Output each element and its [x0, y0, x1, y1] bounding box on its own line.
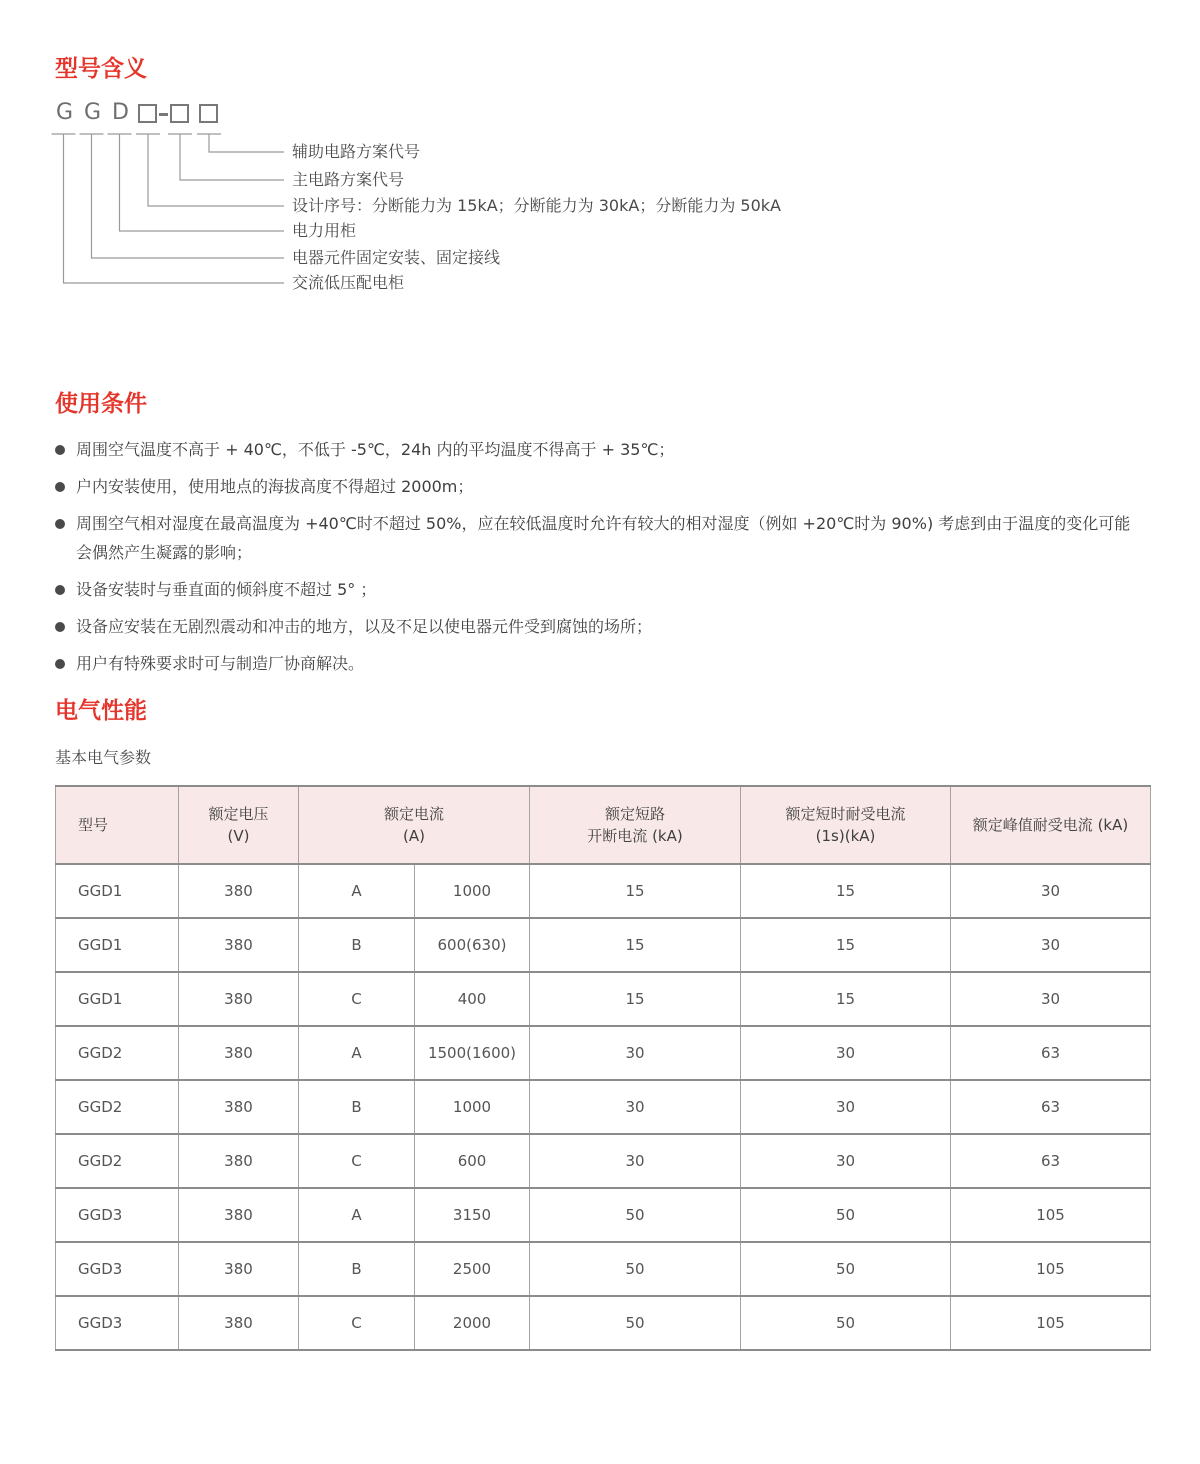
cell-rated-current: 2000: [415, 1296, 530, 1350]
cell-short-time-withstand: 50: [741, 1242, 951, 1296]
cell-rated-current: 1000: [415, 864, 530, 918]
cell-current-class: A: [299, 1188, 415, 1242]
cell-peak-withstand: 30: [951, 972, 1151, 1026]
cell-current-class: A: [299, 1026, 415, 1080]
cell-rated-voltage: 380: [179, 918, 299, 972]
cell-breaking-current: 30: [530, 1026, 741, 1080]
diagram-label-main-circuit: 主电路方案代号: [292, 170, 405, 189]
table-row: [56, 918, 1151, 972]
table-row: [56, 1296, 1151, 1350]
header-peak-withstand-current: 额定峰值耐受电流 (kA): [951, 786, 1151, 864]
cell-model: GGD2: [56, 1026, 179, 1080]
usage-conditions-list: [55, 435, 1145, 678]
table-row: [56, 972, 1151, 1026]
bullet-dot-icon: [55, 519, 65, 529]
diagram-label-fixed-mounting: 电器元件固定安装、固定接线: [292, 248, 501, 267]
table-row: [56, 1026, 1151, 1080]
cell-rated-voltage: 380: [179, 1080, 299, 1134]
table-row: [56, 1134, 1151, 1188]
cell-breaking-current: 30: [530, 1080, 741, 1134]
table-row: [56, 864, 1151, 918]
cell-current-class: A: [299, 864, 415, 918]
table-row: [56, 1080, 1151, 1134]
cell-current-class: B: [299, 1242, 415, 1296]
cell-model: GGD2: [56, 1134, 179, 1188]
cell-breaking-current: 15: [530, 918, 741, 972]
cell-rated-voltage: 380: [179, 972, 299, 1026]
diagram-label-power-cabinet: 电力用柜: [292, 221, 357, 240]
cell-breaking-current: 30: [530, 1134, 741, 1188]
header-model: 型号: [56, 786, 179, 864]
cell-rated-voltage: 380: [179, 864, 299, 918]
cell-model: GGD1: [56, 972, 179, 1026]
cell-short-time-withstand: 15: [741, 864, 951, 918]
table-header-row: [56, 786, 1151, 864]
condition-item: [55, 575, 1145, 604]
cell-peak-withstand: 63: [951, 1134, 1151, 1188]
cell-current-class: C: [299, 972, 415, 1026]
cell-model: GGD1: [56, 918, 179, 972]
cell-current-class: C: [299, 1296, 415, 1350]
condition-item: [55, 509, 1145, 567]
bullet-dot-icon: [55, 482, 65, 492]
cell-breaking-current: 50: [530, 1296, 741, 1350]
cell-peak-withstand: 63: [951, 1080, 1151, 1134]
cell-model: GGD2: [56, 1080, 179, 1134]
table-header: [56, 786, 1151, 864]
condition-text: 设备安装时与垂直面的倾斜度不超过 5° ；: [76, 580, 377, 599]
electrical-parameters-table: [55, 785, 1151, 1351]
section-title-model-meaning: 型号含义: [55, 56, 147, 82]
diagram-label-ac-lv-cabinet: 交流低压配电柜: [292, 273, 405, 292]
model-code-box-2: [170, 104, 189, 123]
cell-model: GGD1: [56, 864, 179, 918]
cell-rated-voltage: 380: [179, 1134, 299, 1188]
diagram-label-aux-circuit: 辅助电路方案代号: [292, 142, 421, 161]
cell-rated-voltage: 380: [179, 1242, 299, 1296]
cell-model: GGD3: [56, 1188, 179, 1242]
cell-rated-current: 600(630): [415, 918, 530, 972]
model-code-box-1: [138, 104, 157, 123]
cell-breaking-current: 15: [530, 972, 741, 1026]
header-rated-voltage: 额定电压 (V): [179, 786, 299, 864]
table-row: [56, 1242, 1151, 1296]
cell-short-time-withstand: 50: [741, 1296, 951, 1350]
cell-short-time-withstand: 15: [741, 918, 951, 972]
cell-breaking-current: 50: [530, 1242, 741, 1296]
cell-rated-current: 2500: [415, 1242, 530, 1296]
condition-text: 周围空气相对湿度在最高温度为 +40℃时不超过 50%，应在较低温度时允许有较大的相对湿度（例如 +20℃时为 90%) 考虑到由于温度的变化可能会偶然产生凝露的影响；: [76, 514, 1131, 562]
model-code-dash: [159, 113, 168, 116]
cell-peak-withstand: 105: [951, 1296, 1151, 1350]
bullet-dot-icon: [55, 659, 65, 669]
condition-item: [55, 472, 1145, 501]
cell-rated-current: 400: [415, 972, 530, 1026]
section-title-electrical-performance: 电气性能: [55, 698, 147, 724]
cell-peak-withstand: 105: [951, 1242, 1151, 1296]
cell-short-time-withstand: 15: [741, 972, 951, 1026]
condition-text: 户内安装使用，使用地点的海拔高度不得超过 2000m；: [76, 477, 474, 496]
condition-text: 周围空气温度不高于 + 40℃，不低于 -5℃，24h 内的平均温度不得高于 + 35℃；: [76, 440, 675, 459]
cell-short-time-withstand: 30: [741, 1026, 951, 1080]
diagram-label-design-serial: 设计序号：分断能力为 15kA；分断能力为 30kA；分断能力为 50kA: [292, 196, 781, 215]
cell-short-time-withstand: 30: [741, 1134, 951, 1188]
model-code-letter-g2: G: [84, 100, 102, 125]
bullet-dot-icon: [55, 585, 65, 595]
cell-rated-current: 3150: [415, 1188, 530, 1242]
condition-item: [55, 435, 1145, 464]
cell-peak-withstand: 30: [951, 918, 1151, 972]
cell-current-class: C: [299, 1134, 415, 1188]
bullet-dot-icon: [55, 445, 65, 455]
table-subtitle: 基本电气参数: [55, 748, 152, 767]
table-row: [56, 1188, 1151, 1242]
cell-rated-voltage: 380: [179, 1026, 299, 1080]
cell-model: GGD3: [56, 1242, 179, 1296]
cell-rated-current: 1000: [415, 1080, 530, 1134]
condition-item: [55, 612, 1145, 641]
cell-breaking-current: 50: [530, 1188, 741, 1242]
cell-current-class: B: [299, 918, 415, 972]
condition-text: 用户有特殊要求时可与制造厂协商解决。: [76, 654, 365, 673]
header-short-circuit-breaking-current: 额定短路 开断电流 (kA): [530, 786, 741, 864]
bullet-dot-icon: [55, 622, 65, 632]
cell-rated-voltage: 380: [179, 1296, 299, 1350]
cell-breaking-current: 15: [530, 864, 741, 918]
cell-rated-current: 600: [415, 1134, 530, 1188]
model-code-letter-g1: G: [56, 100, 74, 125]
table-body: [56, 864, 1151, 1350]
model-code-letter-d: D: [112, 100, 129, 125]
header-rated-current: 额定电流 (A): [299, 786, 530, 864]
cell-rated-current: 1500(1600): [415, 1026, 530, 1080]
catalog-page: [0, 55, 1200, 1351]
model-code-box-3: [199, 104, 218, 123]
model-code-diagram: [0, 100, 1200, 310]
cell-short-time-withstand: 50: [741, 1188, 951, 1242]
cell-short-time-withstand: 30: [741, 1080, 951, 1134]
header-short-time-withstand-current: 额定短时耐受电流 (1s)(kA): [741, 786, 951, 864]
cell-peak-withstand: 105: [951, 1188, 1151, 1242]
section-title-usage-conditions: 使用条件: [55, 391, 147, 417]
condition-item: [55, 649, 1145, 678]
cell-current-class: B: [299, 1080, 415, 1134]
cell-model: GGD3: [56, 1296, 179, 1350]
cell-peak-withstand: 30: [951, 864, 1151, 918]
condition-text: 设备应安装在无剧烈震动和冲击的地方，以及不足以使电器元件受到腐蚀的场所；: [76, 617, 653, 636]
cell-rated-voltage: 380: [179, 1188, 299, 1242]
cell-peak-withstand: 63: [951, 1026, 1151, 1080]
